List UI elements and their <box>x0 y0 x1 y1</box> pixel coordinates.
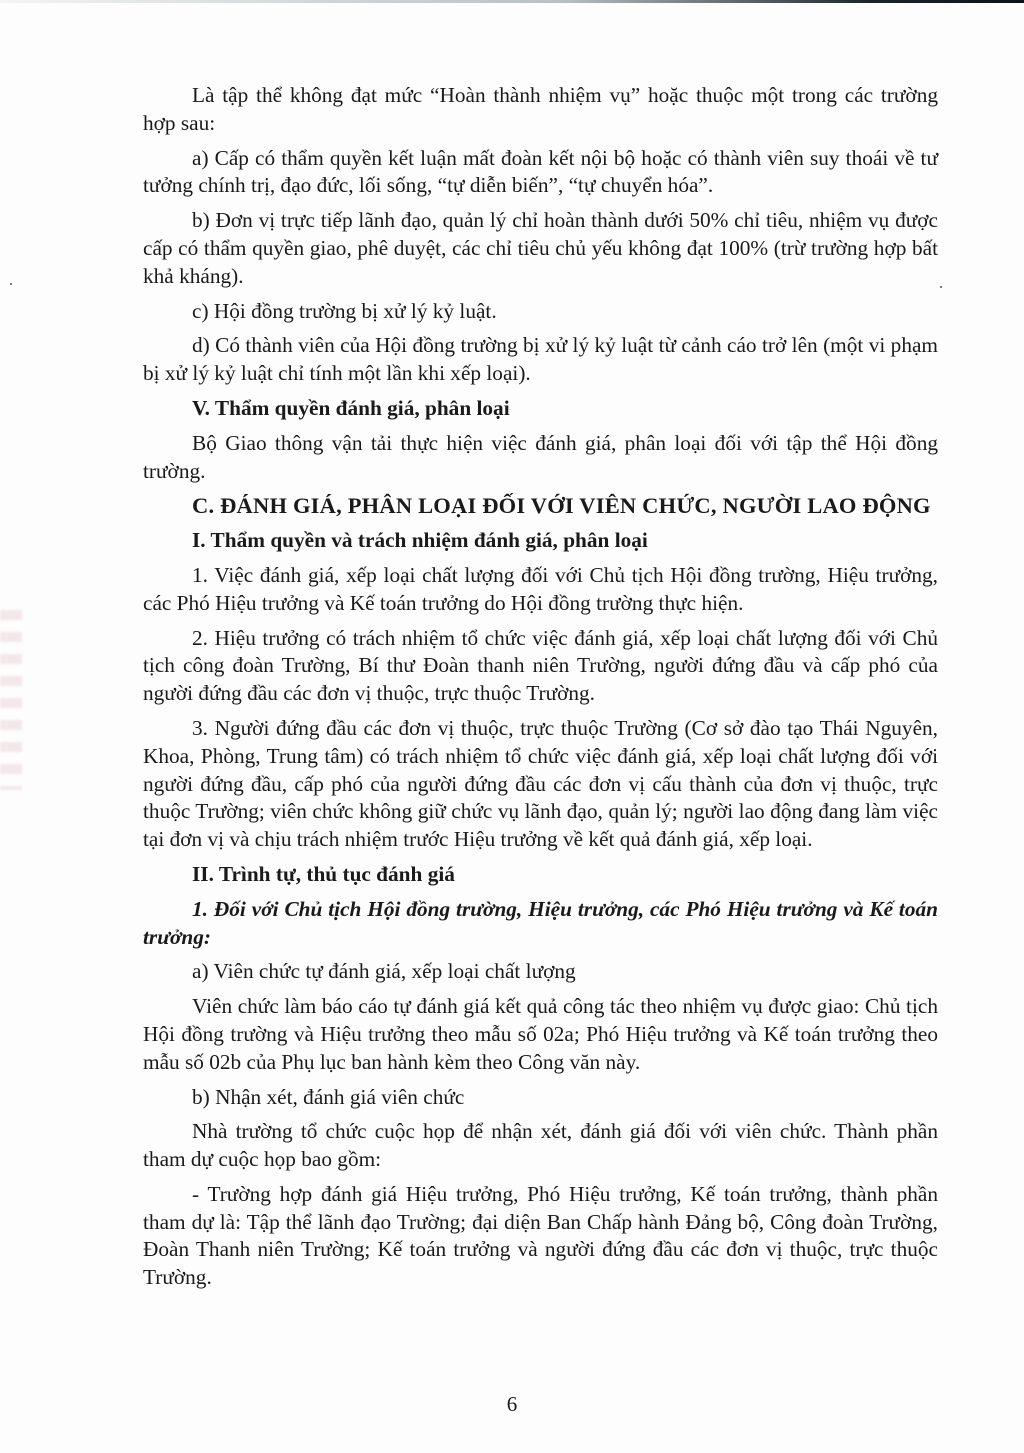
paragraph-item-c: c) Hội đồng trường bị xử lý kỷ luật. <box>192 298 497 323</box>
paragraph-v-body: Bộ Giao thông vận tải thực hiện việc đánh giá, phân loại đối với tập thể Hội đồng trường. <box>143 430 938 483</box>
section-heading-ii: II. Trình tự, thủ tục đánh giá <box>192 861 455 886</box>
scan-bleed-marks <box>0 610 22 790</box>
section-heading-v: V. Thẩm quyền đánh giá, phân loại <box>192 395 510 420</box>
section-heading-i: I. Thẩm quyền và trách nhiệm đánh giá, phân loại <box>192 528 648 553</box>
paragraph-item-b: b) Đơn vị trực tiếp lãnh đạo, quản lý chỉ hoàn thành dưới 50% chỉ tiêu, nhiệm vụ được cấp có thẩm quyền giao, phê duyệt, các chỉ tiêu chủ yếu không đạt 100% (trừ trường hợp bất khả kháng). <box>143 208 938 288</box>
scan-speck <box>940 286 942 288</box>
paragraph-ii-1-b-body: Nhà trường tổ chức cuộc họp để nhận xét, đánh giá đối với viên chức. Thành phần tham dự cuộc họp bao gồm: <box>143 1119 938 1172</box>
paragraph-ii-1-a-body: Viên chức làm báo cáo tự đánh giá kết quả công tác theo nhiệm vụ được giao: Chủ tịch Hội đồng trường và Hiệu trưởng theo mẫu số 02a; Phó Hiệu trưởng và Kế toán trưởng theo mẫu số 02b của Phụ lục ban hành kèm theo Công văn này. <box>143 994 938 1074</box>
scan-speck <box>10 283 12 285</box>
paragraph-intro: Là tập thể không đạt mức “Hoàn thành nhiệm vụ” hoặc thuộc một trong các trường hợp sau: <box>143 83 938 135</box>
paragraph-i-2: 2. Hiệu trưởng có trách nhiệm tổ chức việc đánh giá, xếp loại chất lượng đối với Chủ tịch công đoàn Trường, Bí thư Đoàn thanh niên Trường, người đứng đầu và cấp phó của người đứng đầu các đơn vị thuộc, trực thuộc Trường. <box>143 625 938 706</box>
paragraph-item-a: a) Cấp có thẩm quyền kết luận mất đoàn kết nội bộ hoặc có thành viên suy thoái về tư tưởng chính trị, đạo đức, lối sống, “tự diễn biến”, “tự chuyển hóa”. <box>143 145 938 198</box>
section-heading-c: C. ĐÁNH GIÁ, PHÂN LOẠI ĐỐI VỚI VIÊN CHỨC, NGƯỜI LAO ĐỘNG <box>192 493 931 519</box>
paragraph-ii-1-b: b) Nhận xét, đánh giá viên chức <box>192 1084 465 1109</box>
scan-top-edge <box>0 0 1024 3</box>
subsection-heading-ii-1: 1. Đối với Chủ tịch Hội đồng trường, Hiệu trưởng, các Phó Hiệu trưởng và Kế toán trưởng: <box>143 896 938 949</box>
page-number: 6 <box>506 1392 518 1416</box>
paragraph-ii-1-a: a) Viên chức tự đánh giá, xếp loại chất lượng <box>192 959 576 984</box>
paragraph-i-1: 1. Việc đánh giá, xếp loại chất lượng đối với Chủ tịch Hội đồng trường, Hiệu trưởng, các Phó Hiệu trưởng và Kế toán trưởng do Hội đồng trường thực hiện. <box>143 562 938 615</box>
paragraph-item-d: d) Có thành viên của Hội đồng trường bị xử lý kỷ luật từ cảnh cáo trở lên (một vi phạm bị xử lý kỷ luật chỉ tính một lần khi xếp loại). <box>143 333 938 386</box>
paragraph-i-3: 3. Người đứng đầu các đơn vị thuộc, trực thuộc Trường (Cơ sở đào tạo Thái Nguyên, Khoa, Phòng, Trung tâm) có trách nhiệm tổ chức việc đánh giá, xếp loại chất lượng đối với người đứng đầu, cấp phó của người đứng đầu các đơn vị cấu thành của đơn vị thuộc, trực thuộc Trường; viên chức không giữ chức vụ lãnh đạo, quản lý; người lao động đang làm việc tại đơn vị và chịu trách nhiệm trước Hiệu trưởng về kết quả đánh giá, xếp loại. <box>143 715 938 852</box>
document-page <box>143 82 938 1299</box>
paragraph-ii-1-b-bullet: - Trường hợp đánh giá Hiệu trưởng, Phó Hiệu trưởng, Kế toán trưởng, thành phần tham dự là: Tập thể lãnh đạo Trường; đại diện Ban Chấp hành Đảng bộ, Công đoàn Trường, Đoàn Thanh niên Trường; Kế toán trưởng và người đứng đầu các đơn vị thuộc, trực thuộc Trường. <box>143 1181 938 1290</box>
